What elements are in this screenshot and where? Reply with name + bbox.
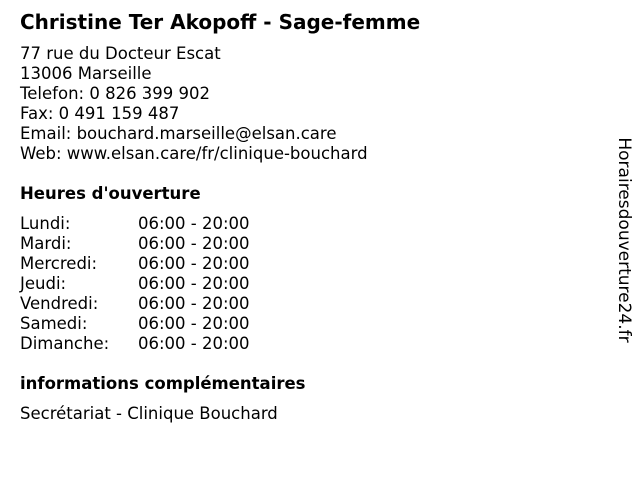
hours-row-tuesday: [20, 234, 250, 254]
time-range: 06:00 - 20:00: [138, 234, 250, 253]
address-block: [20, 44, 368, 164]
hours-row-sunday: [20, 334, 250, 354]
fax-number: Fax: 0 491 159 487: [20, 104, 180, 123]
phone-number: Telefon: 0 826 399 902: [20, 84, 211, 103]
day-label: Lundi:: [20, 214, 71, 233]
time-range: 06:00 - 20:00: [138, 294, 250, 313]
hours-row-wednesday: [20, 254, 250, 274]
time-range: 06:00 - 20:00: [138, 254, 250, 273]
day-label: Mercredi:: [20, 254, 98, 273]
day-label: Mardi:: [20, 234, 72, 253]
hours-row-thursday: [20, 274, 250, 294]
city-address: 13006 Marseille: [20, 64, 152, 83]
hours-row-monday: [20, 214, 250, 234]
day-label: Vendredi:: [20, 294, 99, 313]
additional-info-text: Secrétariat - Clinique Bouchard: [20, 404, 278, 423]
day-label: Jeudi:: [20, 274, 67, 293]
time-range: 06:00 - 20:00: [138, 334, 250, 353]
hours-row-saturday: [20, 314, 250, 334]
additional-info-heading: informations complémentaires: [20, 374, 306, 393]
time-range: 06:00 - 20:00: [138, 274, 250, 293]
hours-row-friday: [20, 294, 250, 314]
website-address: Web: www.elsan.care/fr/clinique-bouchard: [20, 144, 368, 163]
page-title: Christine Ter Akopoff - Sage-femme: [20, 10, 421, 34]
day-label: Dimanche:: [20, 334, 110, 353]
day-label: Samedi:: [20, 314, 88, 333]
time-range: 06:00 - 20:00: [138, 314, 250, 333]
opening-hours-table: [20, 214, 250, 354]
opening-hours-heading: Heures d'ouverture: [20, 184, 201, 203]
street-address: 77 rue du Docteur Escat: [20, 44, 221, 63]
time-range: 06:00 - 20:00: [138, 214, 250, 233]
site-watermark: Horairesdouverture24.fr: [614, 137, 634, 343]
email-address: Email: bouchard.marseille@elsan.care: [20, 124, 337, 143]
